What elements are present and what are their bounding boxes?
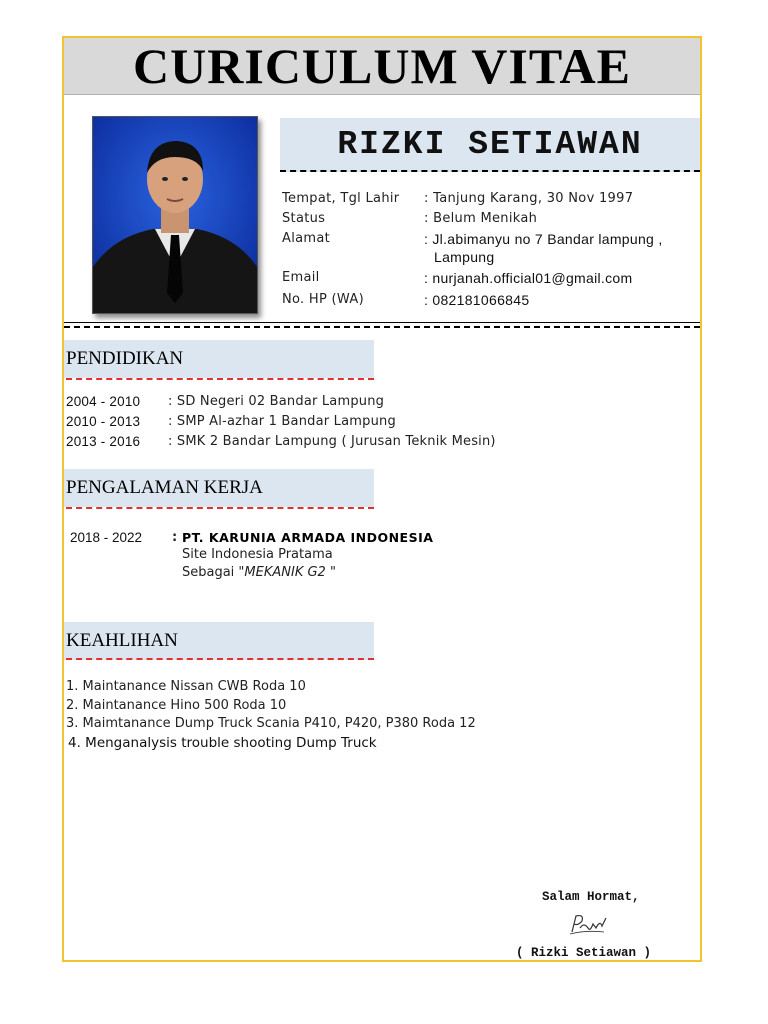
experience-company: PT. KARUNIA ARMADA INDONESIA <box>182 530 434 545</box>
role-suffix: " <box>325 565 336 580</box>
info-label: Tempat, Tgl Lahir <box>282 191 400 206</box>
info-label: No. HP (WA) <box>282 292 364 307</box>
list-item: 1. Maintanance Nissan CWB Roda 10 <box>66 679 306 694</box>
cv-page <box>62 36 702 962</box>
experience-site: Site Indonesia Pratama <box>182 547 333 562</box>
full-name: RIZKI SETIAWAN <box>337 125 643 163</box>
role-prefix: Sebagai " <box>182 565 245 580</box>
name-band <box>280 118 700 172</box>
list-item: 2. Maintanance Hino 500 Roda 10 <box>66 698 287 713</box>
closing-greeting: Salam Hormat, <box>542 890 640 904</box>
list-item: 3. Maimtanance Dump Truck Scania P410, P420, P380 Roda 12 <box>66 716 476 731</box>
experience-colon: : <box>172 530 178 545</box>
info-value: : nurjanah.official01@gmail.com <box>424 270 633 286</box>
section-divider <box>64 322 700 328</box>
experience-role <box>182 565 336 580</box>
education-years: 2013 - 2016 <box>66 434 141 449</box>
education-underline <box>66 378 374 380</box>
info-value: : Tanjung Karang, 30 Nov 1997 <box>424 191 634 206</box>
info-label: Status <box>282 211 326 226</box>
page-title: CURICULUM VITAE <box>133 38 631 94</box>
info-value: : Jl.abimanyu no 7 Bandar lampung , <box>424 231 663 247</box>
education-school: : SMK 2 Bandar Lampung ( Jurusan Teknik Mesin) <box>168 434 496 449</box>
education-heading: PENDIDIKAN <box>64 340 374 378</box>
title-band <box>64 38 700 95</box>
education-years: 2004 - 2010 <box>66 394 141 409</box>
role-title: MEKANIK G2 <box>244 565 326 580</box>
person-portrait-icon <box>93 117 257 313</box>
info-value-line2: Lampung <box>434 249 495 265</box>
experience-years: 2018 - 2022 <box>70 530 143 545</box>
signature-icon <box>566 912 612 942</box>
education-school: : SD Negeri 02 Bandar Lampung <box>168 394 385 409</box>
info-label: Email <box>282 270 320 285</box>
education-years: 2010 - 2013 <box>66 414 141 429</box>
info-value: : Belum Menikah <box>424 211 538 226</box>
skills-underline <box>66 658 374 660</box>
info-label: Alamat <box>282 231 330 246</box>
signed-name: ( Rizki Setiawan ) <box>516 946 652 960</box>
experience-underline <box>66 507 374 509</box>
skills-heading: KEAHLIHAN <box>64 622 374 660</box>
profile-photo <box>92 116 258 314</box>
list-item: 4. Menganalysis trouble shooting Dump Truck <box>68 735 377 751</box>
experience-heading: PENGALAMAN KERJA <box>64 469 374 507</box>
info-value: : 082181066845 <box>424 292 530 308</box>
education-school: : SMP Al-azhar 1 Bandar Lampung <box>168 414 396 429</box>
